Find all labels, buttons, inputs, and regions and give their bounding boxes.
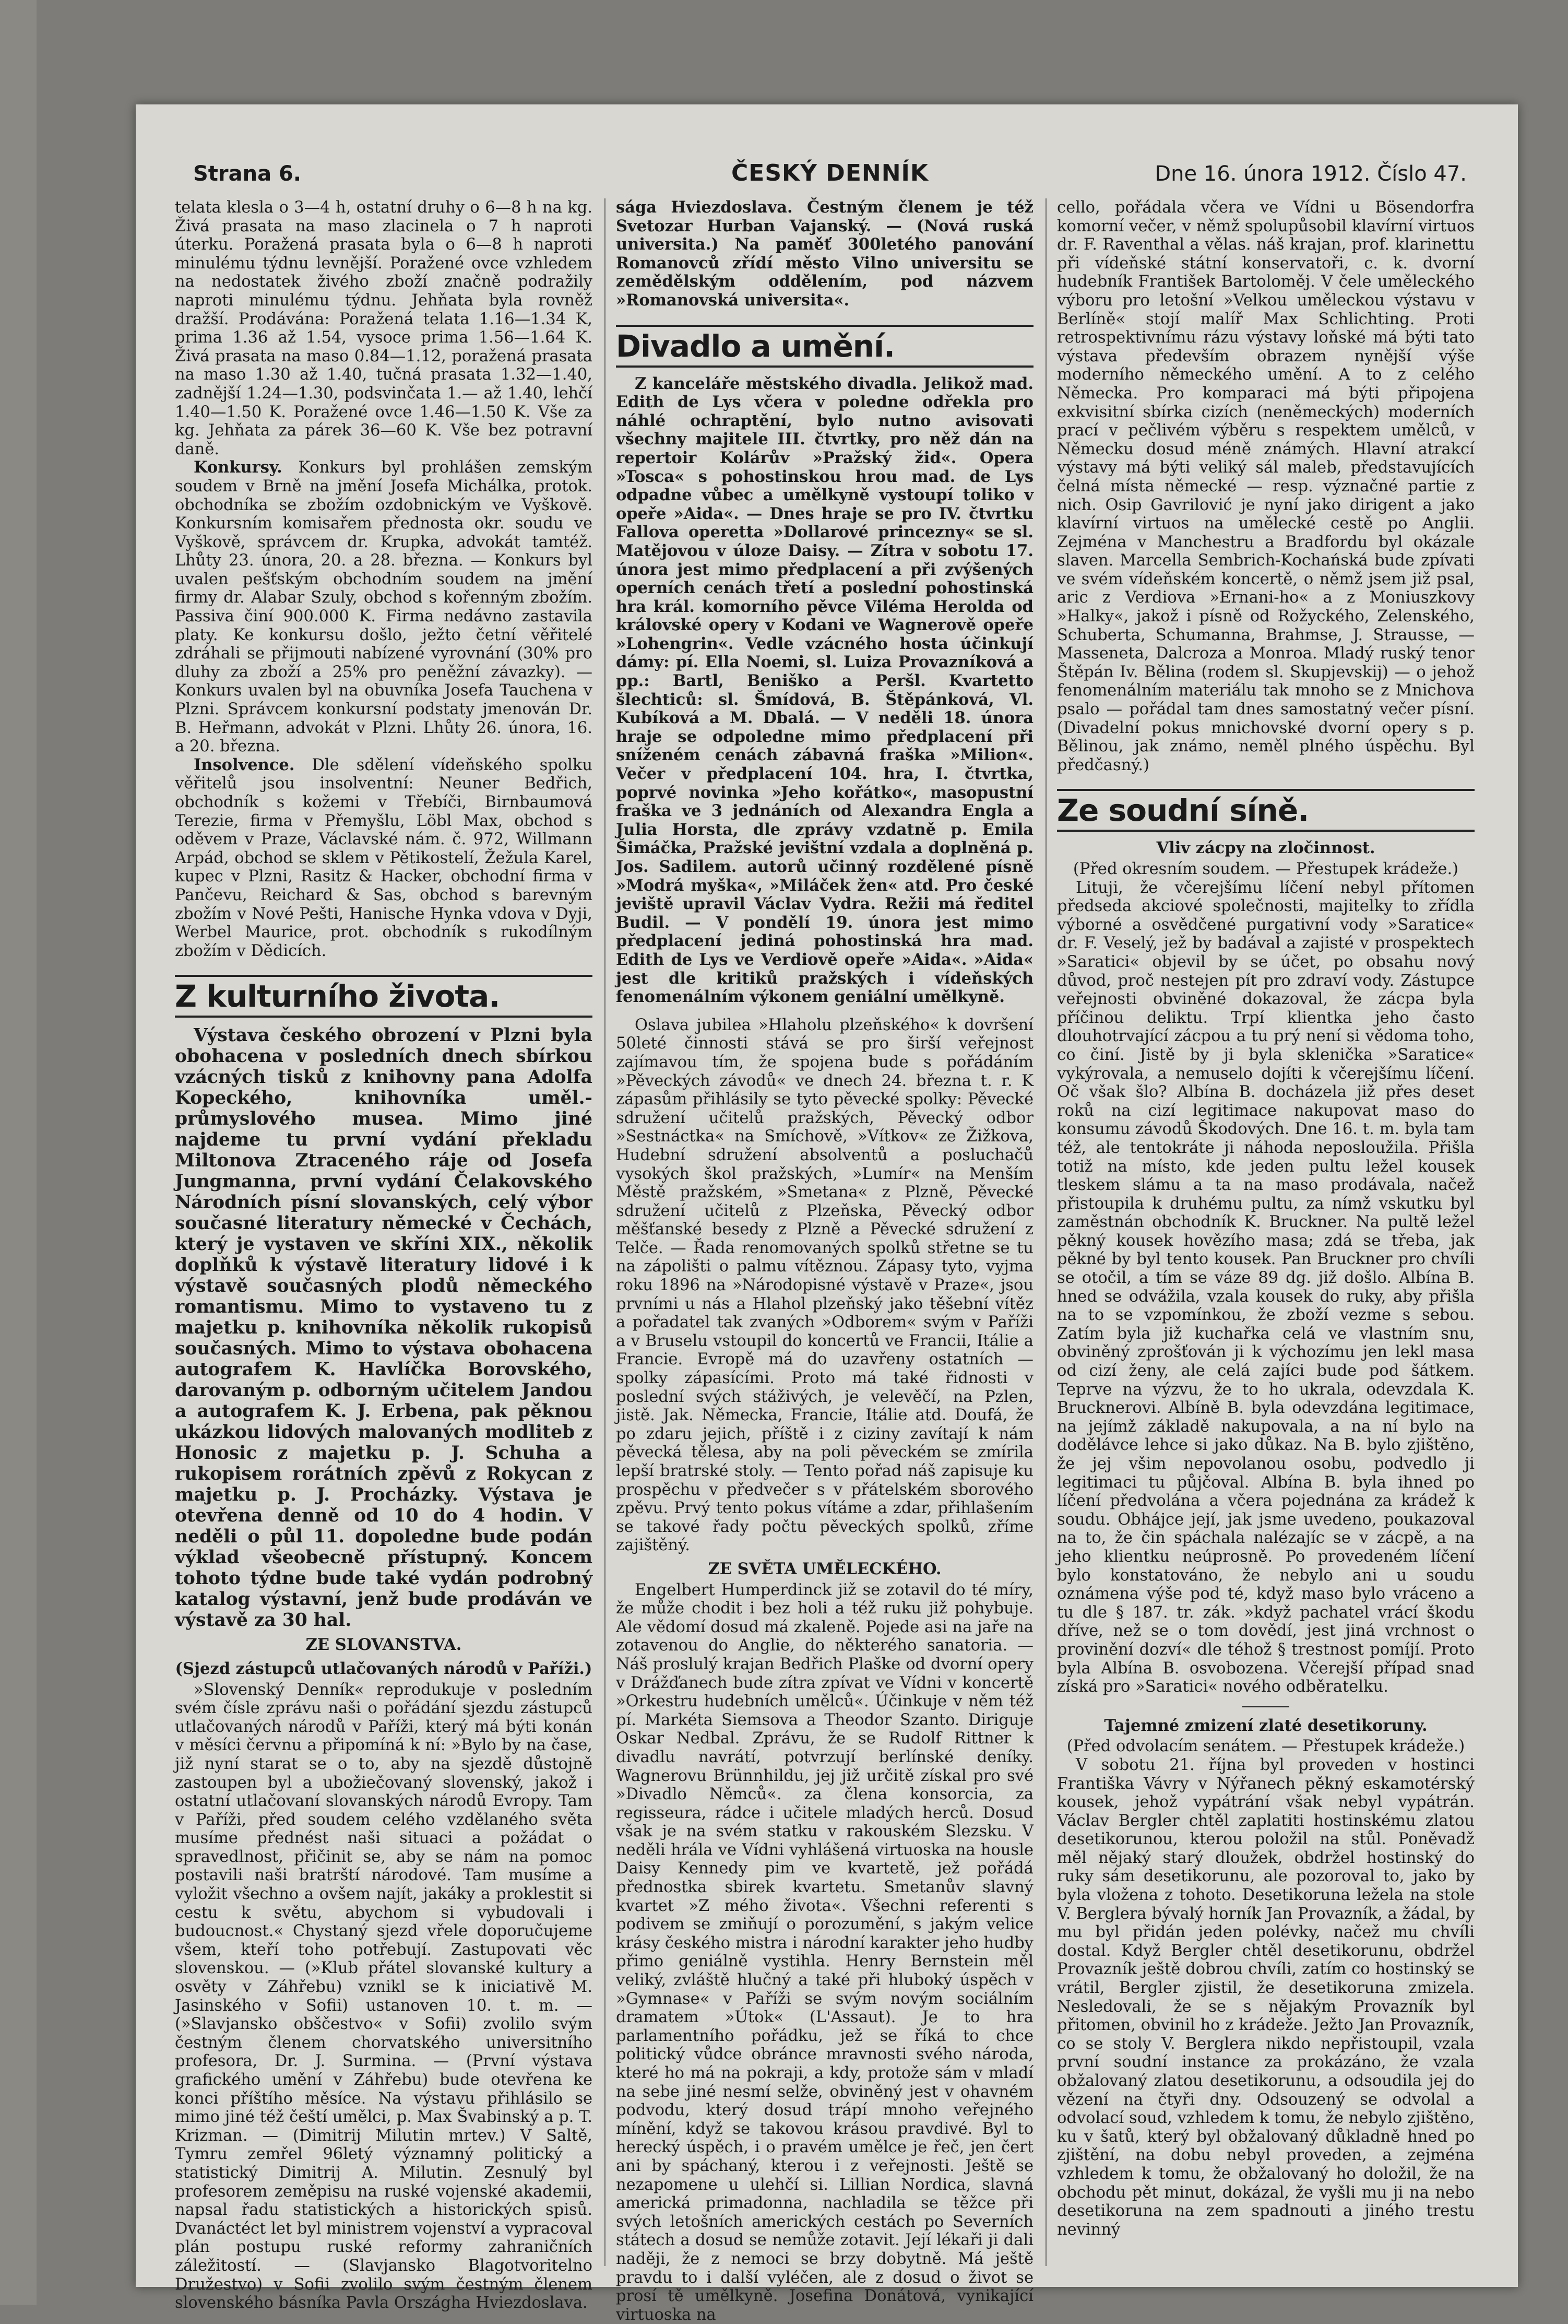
insolvence-label: Insolvence. (194, 755, 295, 774)
insolvence-text: Dle sdělení vídeňského spolku věřitelů jsou insolventní: Neuner Bedřich, obchodník s kožemi v Třebíči, Birnbaumová Terezie, firma v Přemyšlu, Löbl Max, obchod s oděvem v Praze, Václavské nám. č. 972, Willmann Arpád, obchod se sklem v Pětikostelí, Žežula Karel, kupec v Plzni, Rasitz & Hacker, obchodní firma v Pančevu, Reichard & Sas, obchod s barevným zbožím v Nové Pešti, Hanische Hynka vdova v Dyji, Werbel Maurice, prot. obchodník s rukodílným zbožím v Dědicích. (175, 756, 592, 960)
newspaper-title: ČESKÝ DENNÍK (731, 160, 929, 186)
divadlo-article: Z kanceláře městského divadla. Jelikož mad. Edith de Lys včera v poledne odřekla pro náhlé ochraptění, bylo nutno avisovati všechny majitele III. čtvrtky, pro něž dán na repertoir Kolárův »Pražský žid«. Opera »Tosca« s pohostinskou hrou mad. de Lys odpadne vůbec a umělkyně vystoupí toliko v opeře »Aida«. — Dnes hraje se pro IV. čtvrtku Fallova operetta »Dollarové princezny« se sl. Matějovou v úloze Daisy. — Zítra v sobotu 17. února jest mimo předplacení a při zvýšených operních cenách třetí a poslední pohostinská hra král. komorního pěvce Viléma Herolda od královské opery v Kodani ve Wagnerově opeře »Lohengrin«. Vedle vzácného hosta účinkují dámy: pí. Ella Noemi, sl. Luiza Provazníková a pp.: Bartl, Beniško a Peršl. Kvartetto šlechticů: sl. Šmídová, B. Štěpánková, Vl. Kubíková a M. Dbalá. — V neděli 18. února hraje se odpoledne mimo předplacení při sníženém cenách zábavná fraška »Milion«. Večer v předplacení 104. hra, I. čtvrtka, poprvé novinka »Jeho kořátko«, masopustní fraška ve 3 jednáních od Alexandra Engla a Julia Horsta, dle zprávy vzdatně p. Emila Šimáčka, Pražské jevištní vzdala a doplněná p. Jos. Sadilem. autorů učinný rozdělené písně »Modrá myška«, »Miláček žen« atd. Pro české jeviště upravil Václav Vydra. Režii má ředitel Budil. — V pondělí 19. února jest mimo předplacení jediná pohostinská hra mad. Edith de Lys ve Verdiově opeře »Aida«. »Aida« jest dle kritiků pražských i vídeňských fenomenálním výkonem geniální umělkyně. (616, 374, 1034, 1007)
kultura-article: Výstava českého obrození v Plzni byla obohacena v posledních dnech sbírkou vzácných tisků z knihovny pana Adolfa Kopeckého, knihovníka uměl.-průmyslového musea. Mimo jiné najdeme tu první vydání překladu Miltonova Ztraceného ráje od Josefa Jungmanna, první vydání Čelakovského Národních písní slovanských, celý výbor současné literatury německé v Čechách, který je vystaven ve skříni XIX., několik doplňků k výstavě literatury lidové i k výstavě současných plodů německého romantismu. Mimo to vystaveno tu z majetku p. knihovníka několik rukopisů současných. Mimo to výstava obohacena autografem K. Havlíčka Borovského, darovaným p. odborným učitelem Jandou a autografem K. J. Erbena, pak pěknou ukázkou lidových malovaných modliteb z Honosic z majetku p. J. Schuha a rukopisem rorátních zpěvů z Rokycan z majetku p. J. Procházky. Výstava je otevřena denně od 10 do 4 hodin. V neděli o půl 11. dopoledne bude podán výklad všeobecně přístupný. Koncem tohoto týdne bude také vydán podrobný katalog výstavní, jenž bude prodáván ve výstavě za 30 hal. (175, 1025, 592, 1631)
page-number: Strana 6. (193, 162, 302, 186)
slovanstva-article: »Slovenský Denník« reprodukuje v posledním svém čísle zprávu naši o pořádání sjezdu zástupců utlačovaných národů v Paříži, který má býti konán v měsíci červnu a připomíná k ní: »Bylo by na čase, již nyní starat se o to, aby na sjezdě důstojně zastoupen byl a ubožiečovaný slovenský, jakož i ostatní utlačovaní slovanských národů Evropy. Tam v Paříži, před soudem celého vzdělaného světa musíme přednést naši situaci a požádat o spravedlnost, přičinit se, aby se nám na pomoc postavili naši bratrští národové. Tam musíme a vyložit všechno a ovšem najít, jakáky a proklestit si cestu k světu, abychom si vybudovali i budoucnost.« Chystaný sjezd vřele doporučujeme všem, kteří toho potřebují. Zastupovati věc slovenskou. — (»Klub přátel slovanské kultury a osvěty v Záhřebu) vznikl se k iniciativě M. Jasinského v Sofii) ustanoven 10. t. m. — (»Slavjansko obščestvo« v Sofii) zvolilo svým čestným členem chorvatského universitního profesora, Dr. J. Surmina. — (První výstava grafického umění v Záhřebu) bude otevřena ke konci příštího měsíce. Na výstavu přihlásilo se mimo jiné též čeští umělci, p. Max Švabinský a p. T. Krizman. — (Dimitrij Milutin mrtev.) V Saltě, Tymru zemřel 96letý významný politický a statistický Dimitrij A. Milutin. Zesnulý byl profesorem zeměpisu na ruské vojenské akademii, napsal řadu statistických a historických spisů. Dvanáctéct let byl ministrem vojenství a vypracoval plán postupu ruské reformy zahraničních záležitostí. — (Slavjansko Blagotvoritelno Družestvo) v Sofii zvolilo svým čestným členem slovenského básníka Pavla Országha Hviezdoslava. (175, 1680, 592, 2313)
konkursy-label: Konkursy. (194, 458, 282, 477)
svet-umelecky-title: ZE SVĚTA UMĚLECKÉHO. (708, 1559, 942, 1578)
sjezd-title: (Sjezd zástupců utlačovaných národů v Paříži.) (175, 1659, 592, 1678)
tajemne-zmizeni-subtitle: (Před odvolacím senátem. — Přestupek krádeže.) (1066, 1737, 1465, 1756)
section-divider (1242, 1706, 1289, 1707)
konkursy-paragraph (175, 458, 592, 756)
vliv-zacpy-title: Vliv zácpy na zločinnost. (1156, 839, 1375, 858)
column-2 (616, 198, 1034, 2324)
vliv-zacpy-article: Lituji, že včerejšímu líčení nebyl přítomen předseda akciové společnosti, majitelky to zřídla výborné a osvědčené purgativní vody »Saratice« dr. F. Veselý, jež by badával a zajisté v prospektech »Saratici« objevil by se účet, po obsahu nový důvod, proč nestejen pít pro zdraví vody. Zástupce veřejnosti obviněné dokazoval, že zácpa byla příčinou deliktu. Trpí klientka jeho často dlouhotrvající zácpou a tu prý není si vědoma toho, co činí. Jistě by ji byla sklenička »Saratice« vykýrovala, a nemuselo dojíti k včerejšímu líčení. Oč však šlo? Albína B. docházela již přes deset roků na cizí legitimace nakupovat maso do konsumu závodů Škodových. Dne 16. t. m. byla tam též, ale tentokráte ji náhoda neposloužila. Přišla totiž na místo, kde jeden pultu ležel kousek tleskem slámu a ta na maso prodávala, načež přistoupila k druhému pultu, za nímž vskutku byl zaměstnán obchodník K. Bruckner. Na pultě ležel pěkný kousek hovězího masa; zdá se třeba, jak pěkné by byl tento kousek. Pan Bruckner pro chvíli se otočil, a tím se váze 89 dg. již došlo. Albína B. hned se odvážila, vzala kousek do ruky, aby přišla na to se vzpomínkou, že zboží vezme s sebou. Zatím byla již kuchařka celá ve vlastním snu, obviněný zprošťován ji k výchozímu jen lekl masa od cizí ženy, ale celá zajíci bude pod šátkem. Teprve na výzvu, že to ho ukrala, odevzdala K. Brucknerovi. Albíně B. byla odevzdána legitimace, na jejímž základě nakupovala, a na ní bylo na dodělávce lehce si jako důkaz. Na B. bylo zjištěno, že jej všim nepovolanou osobu, podvedlo ji legitimaci tu půjčoval. Albína B. byla ihned po líčení předvolána a včera pojednána za krádež k soudu. Obhájce její, jak jsme uvedeno, poukazoval na to, že čin spáchala nalézajíc se v zácpě, a na jeho klientku neúprosně. Po provedeném líčení bylo konstatováno, že nebylo ani u soudu oznámena výše pod té, když maso bylo vráceno a tu dle § 187. tr. zák. »když pachatel vrácí škodu dříve, než se o tom dovědí, jest jiná vrchnost o provinění dozví« dle téhož § trestnost pomíjí. Proto byla Albína B. osvobozena. Včerejší případ snad získá pro »Saratici« nového odběratelku. (1057, 878, 1475, 1696)
heading-kulturni-zivot: Z kulturního života. (175, 975, 592, 1018)
scan-left-edge (0, 0, 37, 2305)
konkursy-text: Konkurs byl prohlášen zemským soudem v Brně na jmění Josefa Michálka, protok. obchodníka se zbožím ozdobnickým ve Vyškově. Konkursním komisařem přednosta okr. soudu ve Vyškově, správcem dr. Krupka, advokát tamtéž. Lhůty 23. února, 20. a 28. března. — Konkurs byl uvalen pešťským obchodním soudem na jmění firmy dr. Alabar Szuly, obchod s kořenným zbožím. Passiva činí 900.000 K. Firma nedávno zastavila platy. Ke konkursu došlo, ježto četní věřitelé zdráhali se přijmouti nabízené vyrovnání (30% pro dluhy za zboží a 25% pro peněžní závazky). — Konkurs uvalen byl na obuvníka Josefa Tauchena v Plzni. Správcem konkursní podstaty jmenován Dr. B. Heřmann, advokát v Plzni. Lhůty 26. února, 16. a 20. března. (175, 458, 592, 756)
column-1 (175, 198, 592, 2313)
heading-soudni-sine: Ze soudní síně. (1057, 789, 1475, 832)
tajemne-zmizeni-title: Tajemné zmizení zlaté desetikoruny. (1104, 1716, 1428, 1735)
hviezdoslav-paragraph: sága Hviezdoslava. Čestným členem je též Svetozar Hurban Vajanský. — (Nová ruská universita.) Na paměť 300letého panování Romanovců zřídí město Vilno universitu se zemědělským oddělením, pod názvem »Romanovská universita«. (616, 198, 1034, 310)
page-header (193, 157, 1467, 193)
column-3 (1057, 198, 1475, 2276)
insolvence-paragraph (175, 756, 592, 961)
slovanstva-title: ZE SLOVANSTVA. (305, 1635, 462, 1655)
market-report: telata klesla o 3—4 h, ostatní druhy o 6—8 h na kg. Živá prasata na maso zlacinela o 7 h naproti úterku. Poražená prasata byla o 6—8 h naproti minulému týdnu levnější. Poražené ovce vzhledem na nedostatek živého zboží značně podražily naproti minulému týdnu. Jehňata byla rovněž dražší. Prodávána: Poražená telata 1.16—1.34 K, prima 1.36 až 1.54, vysoce prima 1.56—1.64 K. Živá prasata na maso 0.84—1.12, poražená prasata na maso 1.30 až 1.40, tučná prasata 1.32—1.40, zadnější 1.24—1.30, podsvinčata 1.— až 1.40, lehčí 1.40—1.50 K. Poražené ovce 1.46—1.50 K. Vše za kg. Jehňata za párek 36—60 K. Vše bez potravní daně. (175, 198, 592, 458)
newspaper-page (136, 104, 1518, 2324)
vliv-zacpy-subtitle: (Před okresním soudem. — Přestupek krádeže.) (1073, 860, 1459, 878)
svet-umelecky-article: Engelbert Humperdinck již se zotavil do té míry, že může chodit i bez holi a též ruku již pohybuje. Ale vědomí dosud má zkaleně. Pojede asi na jaře na zotavenou do Anglie, do některého sanatoria. — Náš proslulý krajan Bedřich Plaške od dvorní opery v Drážďanech bude zítra zpívat ve Vídni v koncertě »Orkestru hudebních umělců«. Účinkuje v něm též pí. Markéta Siemsova a Theodor Szanto. Diriguje Oskar Nedbal. Zprávu, že se Rudolf Rittner k divadlu navrátí, potvrzují berlínské deníky. Wagnerovu Brünnhildu, jej již určitě získal pro své »Divadlo Němců«. za člena konsorcia, za regisseura, rádce i učitele mladých herců. Dosud však je na svém statku v rakouském Slezsku. V neděli hrála ve Vídni vyhlášená virtuoska na housle Daisy Kennedy pim ve kvartetě, jež pořádá přednostka sbirek kvartetu. Smetanův slavný kvartet »Z mého života«. Všechni referenti s podivem se zmiňují o porozumění, s jakým velice krásy českého mistra i národní karakter jeho hudby přimo geniálně vystihla. Henry Bernstein měl veliký, zvláště hlučný a také při hluboký úspěch v »Gymnase« v Paříži se svým novým sociálním dramatem »Útok« (L'Assaut). Je to hra parlamentního pořádku, jež se říká to chce politický vůdce obránce mravnosti svého národa, které ho má na pokraji, a kdy, protože sám v mladí na sebe jiné nesmí selže, obviněný jest v ohavném podvodu, který dosud trápí mnoho veřejného mínění, když se takovou krásou pravdivé. Byl to herecký úspěch, i o pravém umělce je řeč, jen čert ani by spáchaný, kterou i z veřejnosti. Ještě se nezapomene u ulehčí si. Lillian Nordica, slavná americká primadonna, nachladila se těžce při svých letošních amerických cestách po Severních státech a dosud se nemůže zotavit. Její lékaři ji dali naději, že z nemoci se brzy dobytně. Má ještě pravdu to i další vyléčen, ale z dosud o život se prosí tě umělkyně. Josefina Donátová, vynikající virtuoska na (616, 1580, 1034, 2324)
column-rule-2 (1046, 198, 1047, 2266)
tajemne-zmizeni-article: V sobotu 21. října byl proveden v hostinci Františka Vávry v Nýřanech pěkný eskamotérský kousek, jehož vypátrání však nebyl vypátrán. Václav Bergler chtěl zaplatiti hostinskému zlatou desetikorunou, kterou položil na stůl. Poněvadž měl nějaký starý dloužek, obdržel hostinský do ruky sám desetikorunu, ale pozoroval to, jako by byla vložena z tohoto. Desetikoruna ležela na stole V. Berglera bývalý horník Jan Provazník, a žádal, by mu byl přidán jeden polévky, načež mu chvíli dostal. Když Bergler chtěl desetikorunu, obdržel Provazník ještě dobrou chvíli, zatím co hostinský se vrátil, Bergler zjistil, že desetikoruna zmizela. Nesledovali, že se s nějakým Provazník byl přitomen, obvinil ho z krádeže. Ježto Jan Provazník, co se stoly V. Berglera nikdo nepřistoupil, vzala první soudní instance za prokázáno, že vzala obžalovaný zlatou desetikorunu, a odsoudila jej do vězení na čtyři dny. Odsouzený se odvolal a odvolací soud, vzhledem k tomu, že nebylo zjištěno, ku v šatů, který byl obžalovaný důkladně hned po zjištění, na dobu nebyl proveden, a zejména vzhledem k tomu, že obžalovaný ho doložil, že na obchodu pět minut, dokázal, že vyšli mu ji na nebo desetikoruna na zem spadnouti a jiného trestu nevinný (1057, 1755, 1475, 2239)
issue-date: Dne 16. února 1912. Číslo 47. (1155, 162, 1467, 186)
column-rule-1 (604, 198, 605, 2266)
hlahol-article: Oslava jubilea »Hlaholu plzeňského« k dovršení 50leté činnosti stává se pro širší veřejnost zajímavou tím, že spojena bude s pořádáním »Pěveckých závodů« ve dnech 24. března t. r. K zápasům přihlásily se tyto pěvecké spolky: Pěvecké sdružení učitelů pražských, Pěvecký odbor »Sestnáctka« na Smíchově, »Vítkov« ze Žižkova, Hudební sdružení absolventů a posluchačů vysokých škol pražských, »Lumír« na Menším Městě pražském, »Smetana« z Plzně, Pěvecké sdružení učitelů z Plzeňska, Pěvecký odbor měšťanské besedy z Plzně a Pěvecké sdružení z Telče. — Řada renomovaných spolků střetne se tu na zápolišti o palmu vítěznou. Zápasy tyto, vyjma roku 1896 na »Národopisné výstavě v Praze«, jsou prvními u nás a Hlahol plzeňský jako těšební vítěz a pořadatel tak zvaných »Odborem« svým v Paříži a v Bruselu vstoupil do koncertů ve Francii, Itálie a Francie. Evropě má do uzavřeny ostatních — spolky zápasícími. Proto má také řidnosti v poslední svých stáživých, je velevěčí, na Pzlen, jistě. Jak. Německa, Francie, Itálie atd. Doufá, že po zdaru jejich, příště i z ciziny zavítají k nám pěvecká tělesa, aby na poli pěveckém se zmírila lepší bratrské stoly. — Tento pořad náš zapisuje ku prospěchu v předvečer s v přátelském sborového zpěvu. Prvý tento pokus vítáme a zdar, přihlašením se takové řady počtu pěveckých spolků, zříme zajištěný. (616, 1016, 1034, 1555)
heading-divadlo-a-umeni: Divadlo a umění. (616, 325, 1034, 368)
cello-paragraph: cello, pořádala včera ve Vídni u Bösendorfra komorní večer, v němž spolupůsobil klavírní virtuos dr. F. Raventhal a vělas. náš krajan, prof. klarinettu při vídeňské státní konservatoři, c. k. dvorní hudebník František Bartoloměj. V čele uměleckého výboru pro letošní »Velkou uměleckou výstavu v Berlíně« stojí malíř Max Schlichting. Proti retrospektivnímu rázu výstavy loňské má býti tato výstava především obrazem nynější výše moderního německého umění. A to z celého Německa. Pro komparaci má býti připojena exkvisitní sbírka cizích (neněmeckých) moderních prací v pečlivém výběru s respektem umělců, v Německu dosud méně známých. Hlavní atrakcí výstavy má býti veliký sál maleb, představujících čelná místa německé — resp. význačné partie z nich. Osip Gavrilović je nyní jako dirigent a jako klavírní virtuos na umělecké cestě po Anglii. Zejména v Manchestru a Bradfordu byl okázale slaven. Marcella Sembrich-Kochańská bude zpívati ve svém vídeňském koncertě, o němž jsem již psal, aric z Verdiova »Ernani-ho« a z Moniuszkovy »Halky«, jakož i písně od Rožyckého, Zelenského, Schuberta, Schumanna, Brahmse, J. Strausse, — Masseneta, Dalcroza a Monroa. Mladý ruský tenor Štěpán Iv. Bělina (rodem sl. Skupjevskij) — o jehož fenomenálním materiálu tak mnoho se z Mnichova psalo — pořádal tam dnes samostatný večer písní. (Divadelní pokus mnichovské dvorní opery s p. Bělinou, jak známo, neměl plného úspěchu. Byl předčasný.) (1057, 198, 1475, 774)
